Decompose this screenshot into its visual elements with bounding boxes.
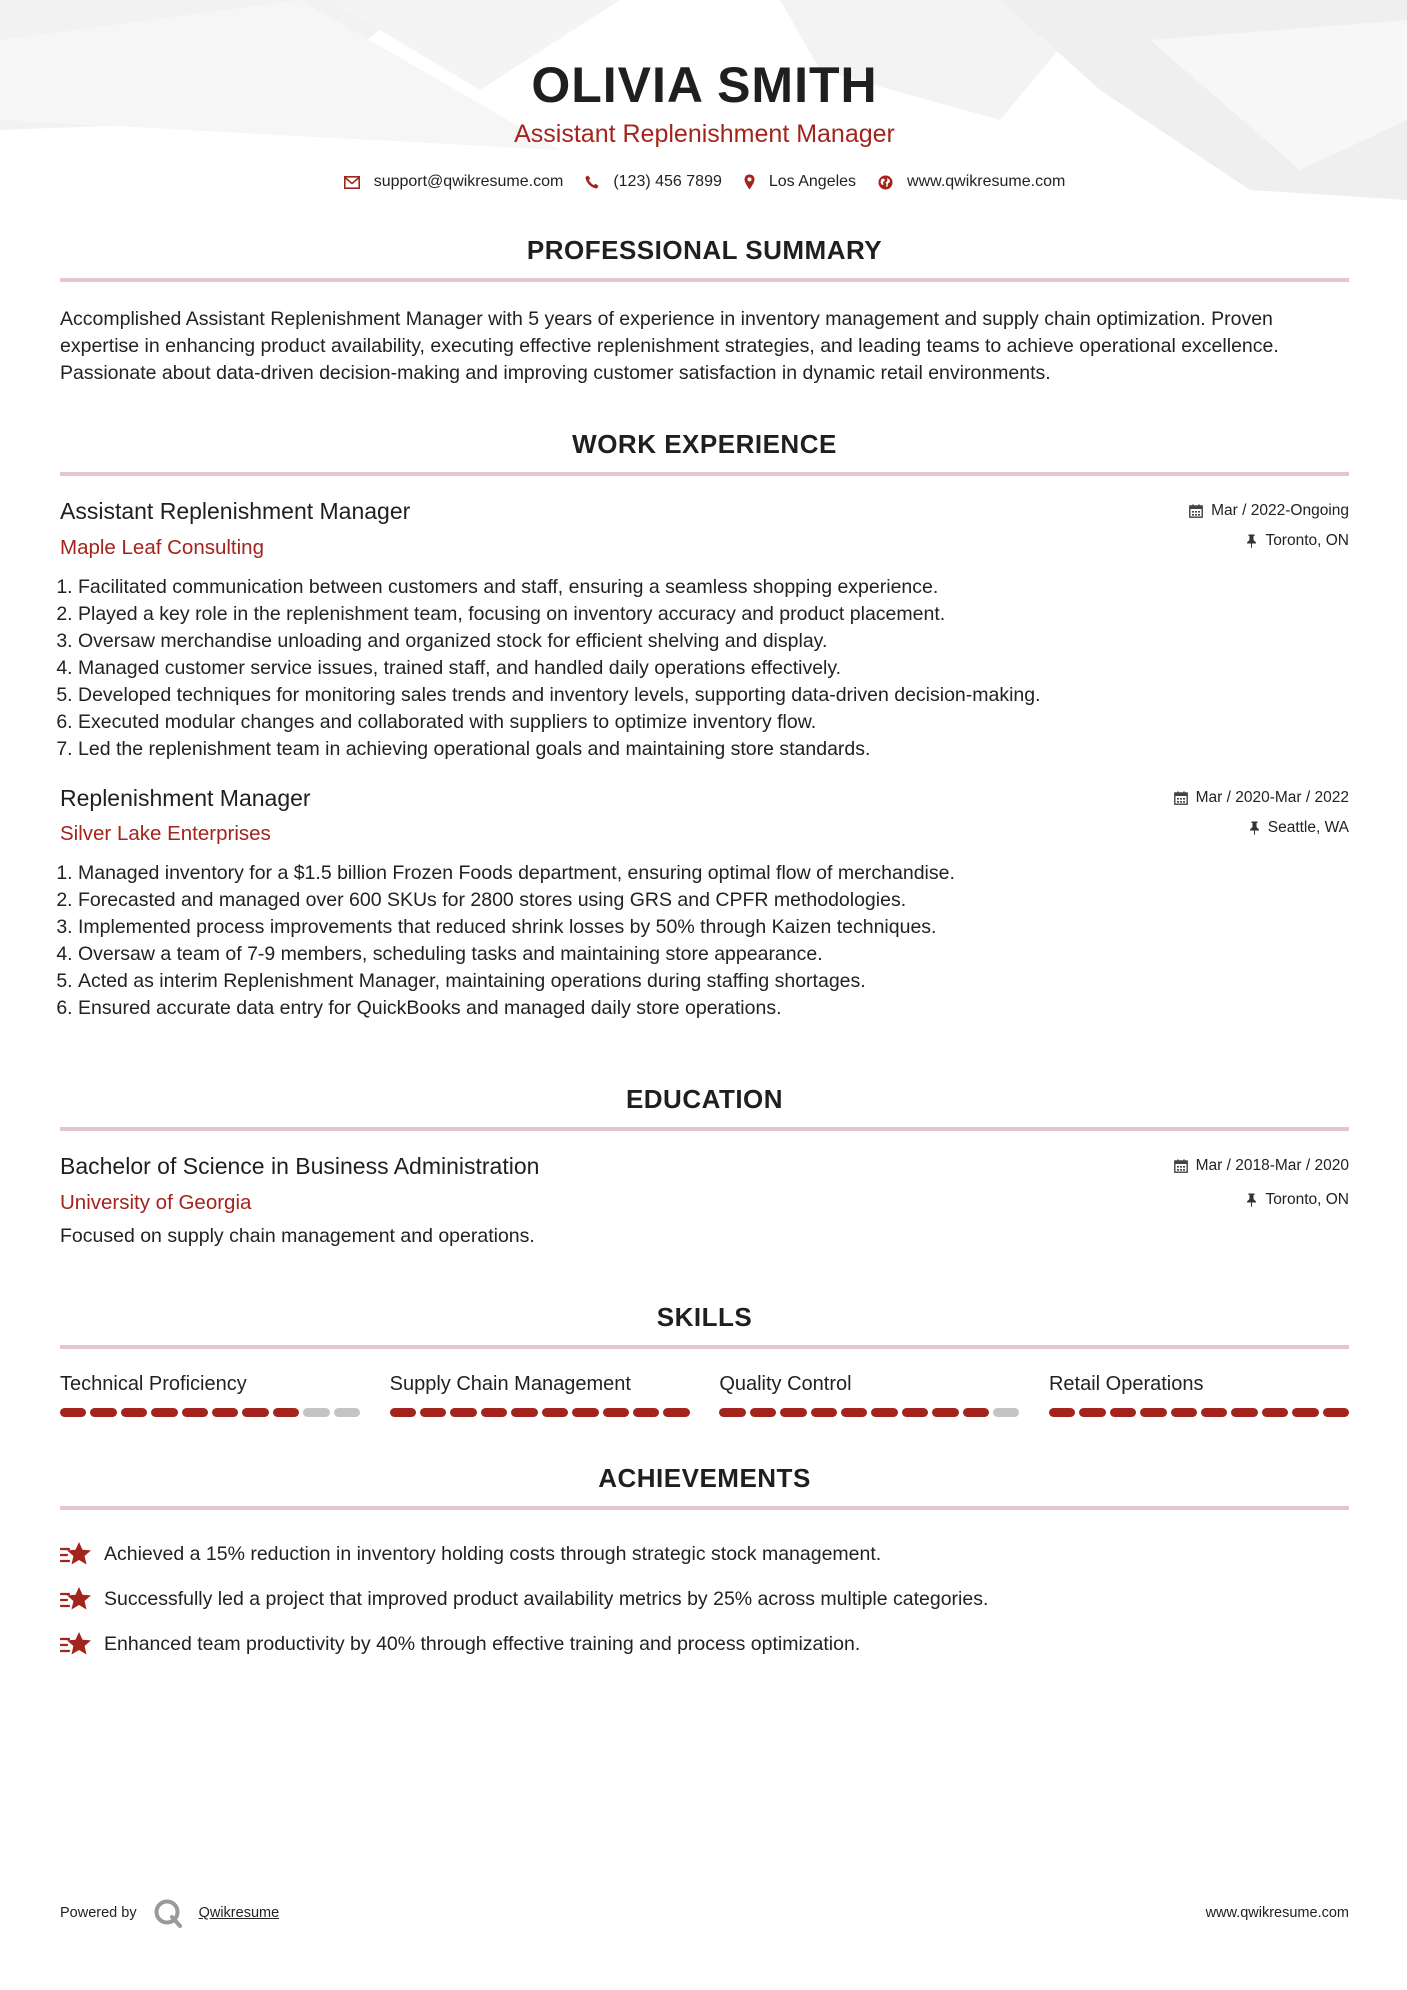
job-company: Maple Leaf Consulting [60, 535, 264, 559]
education-description: Focused on supply chain management and operations. [60, 1224, 535, 1247]
pushpin-icon [1246, 534, 1257, 548]
education-meta [1174, 1153, 1349, 1215]
education-date [1174, 1157, 1349, 1175]
achievements-section [60, 1463, 1349, 1667]
pushpin-icon [1246, 1193, 1257, 1207]
contact-bar [60, 173, 1349, 191]
contact-location-text: Los Angeles [768, 173, 857, 190]
skill-segment-filled [242, 1408, 268, 1417]
job-entry [60, 785, 1349, 1023]
footer-branding [60, 1898, 279, 1928]
list-item: 4. Managed customer service issues, trained staff, and handled daily operations effectively. [78, 655, 1349, 682]
job-title-block [60, 785, 311, 847]
contact-location [744, 173, 856, 191]
job-location-text: Seattle, WA [1267, 818, 1349, 836]
skill-segment-empty [993, 1408, 1019, 1417]
education-header [60, 1153, 1349, 1215]
skill-segment-filled [750, 1408, 776, 1417]
contact-email[interactable] [344, 173, 564, 191]
skill-segment-filled [1140, 1408, 1166, 1417]
achievement-item [60, 1577, 1349, 1622]
skill-item [390, 1373, 690, 1417]
skill-item [1049, 1373, 1349, 1417]
achievement-text: Enhanced team productivity by 40% through effective training and process optimization. [104, 1632, 861, 1655]
skill-name: Supply Chain Management [389, 1372, 631, 1395]
skill-level-bar [60, 1408, 360, 1417]
globe-icon [878, 175, 893, 190]
education-section [60, 1084, 1349, 1248]
star-icon [60, 1631, 92, 1657]
list-item: 6. Executed modular changes and collaborated with suppliers to optimize inventory flow. [78, 709, 1349, 736]
job-date-text: Mar / 2022-Ongoing [1211, 502, 1349, 519]
calendar-icon [1174, 791, 1188, 805]
list-item: 3. Oversaw merchandise unloading and organized stock for efficient shelving and display. [78, 628, 1349, 655]
resume-content [60, 0, 1349, 1667]
job-meta [1189, 498, 1349, 560]
list-item: 5. Acted as interim Replenishment Manager, maintaining operations during staffing shortages. [78, 968, 1349, 995]
contact-website[interactable] [878, 173, 1065, 191]
skill-segment-filled [1323, 1408, 1349, 1417]
page-footer [60, 1898, 1349, 1928]
education-heading: EDUCATION [60, 1084, 1349, 1131]
skill-segment-filled [151, 1408, 177, 1417]
skills-heading: SKILLS [60, 1302, 1349, 1349]
skill-segment-filled [572, 1408, 598, 1417]
contact-phone-text: (123) 456 7899 [613, 173, 722, 190]
skill-segment-filled [841, 1408, 867, 1417]
contact-email-text: support@qwikresume.com [373, 173, 564, 190]
job-header [60, 785, 1349, 847]
skill-name: Technical Proficiency [60, 1372, 247, 1395]
list-item: 1. Facilitated communication between customers and staff, ensuring a seamless shopping experience. [78, 574, 1349, 601]
achievement-item [60, 1532, 1349, 1577]
job-header [60, 498, 1349, 560]
skill-segment-filled [871, 1408, 897, 1417]
list-item: 2. Played a key role in the replenishment team, focusing on inventory accuracy and product placement. [78, 601, 1349, 628]
skill-name: Retail Operations [1048, 1372, 1204, 1395]
qwikresume-logo-icon [153, 1898, 183, 1928]
skill-level-bar [390, 1408, 690, 1417]
education-entry [60, 1153, 1349, 1248]
job-location-text: Toronto, ON [1265, 532, 1349, 549]
skill-segment-filled [1262, 1408, 1288, 1417]
job-company: Silver Lake Enterprises [60, 822, 271, 846]
skill-level-bar [719, 1408, 1019, 1417]
skill-segment-filled [1079, 1408, 1105, 1417]
job-date-text: Mar / 2020-Mar / 2022 [1195, 788, 1349, 806]
skill-segment-filled [121, 1408, 147, 1417]
list-item: 7. Led the replenishment team in achieving operational goals and maintaining store standards. [78, 736, 1349, 763]
job-date [1174, 789, 1349, 807]
skill-segment-filled [1201, 1408, 1227, 1417]
pushpin-icon [1249, 821, 1260, 835]
experience-section [60, 429, 1349, 1022]
job-title: Replenishment Manager [60, 784, 311, 811]
contact-website-text: www.qwikresume.com [907, 173, 1066, 190]
education-location-text: Toronto, ON [1265, 1191, 1349, 1209]
skill-segment-filled [212, 1408, 238, 1417]
job-location [1174, 819, 1349, 837]
skills-row [60, 1373, 1349, 1417]
skill-segment-filled [90, 1408, 116, 1417]
skill-segment-filled [1110, 1408, 1136, 1417]
calendar-icon [1189, 504, 1203, 518]
list-item: 1. Managed inventory for a $1.5 billion Frozen Foods department, ensuring optimal flow of merchandise. [78, 860, 1349, 887]
education-title-block [60, 1153, 539, 1215]
list-item: 6. Ensured accurate data entry for QuickBooks and managed daily store operations. [78, 995, 1349, 1022]
qwikresume-link[interactable]: Qwikresume [198, 1905, 280, 1921]
achievements-heading: ACHIEVEMENTS [60, 1463, 1349, 1510]
skill-segment-filled [450, 1408, 476, 1417]
list-item: 3. Implemented process improvements that reduced shrink losses by 50% through Kaizen techniques. [78, 914, 1349, 941]
degree-title: Bachelor of Science in Business Administration [60, 1153, 540, 1180]
skills-section [60, 1302, 1349, 1417]
summary-heading: PROFESSIONAL SUMMARY [60, 235, 1349, 282]
skill-name: Quality Control [719, 1372, 852, 1395]
star-icon [60, 1541, 92, 1567]
skill-segment-filled [1292, 1408, 1318, 1417]
skill-segment-filled [542, 1408, 568, 1417]
summary-section [60, 235, 1349, 387]
skill-segment-filled [1049, 1408, 1075, 1417]
powered-by-label: Powered by [60, 1905, 137, 1921]
skill-segment-filled [663, 1408, 689, 1417]
candidate-name: OLIVIA SMITH [531, 57, 878, 113]
skill-segment-filled [182, 1408, 208, 1417]
skill-segment-filled [1171, 1408, 1197, 1417]
skill-segment-filled [60, 1408, 86, 1417]
achievement-text: Achieved a 15% reduction in inventory holding costs through strategic stock management. [104, 1542, 882, 1565]
skill-segment-filled [481, 1408, 507, 1417]
resume-header [60, 0, 1349, 191]
job-title-block [60, 498, 410, 560]
skill-segment-filled [420, 1408, 446, 1417]
list-item: 2. Forecasted and managed over 600 SKUs for 2800 stores using GRS and CPFR methodologies. [78, 887, 1349, 914]
job-date [1189, 502, 1349, 520]
skill-segment-filled [633, 1408, 659, 1417]
footer-website[interactable]: www.qwikresume.com [1205, 1905, 1349, 1921]
achievement-text: Successfully led a project that improved product availability metrics by 25% across multiple categories. [104, 1587, 989, 1610]
job-responsibilities [60, 860, 1349, 1022]
job-location [1189, 532, 1349, 550]
summary-text: Accomplished Assistant Replenishment Manager with 5 years of experience in inventory management and supply chain optimization. Proven expertise in enhancing product availability, executing effective replenishment strategies, and leading teams to achieve operational excellence. Passionate about data-driven decision-making and improving customer satisfaction in dynamic retail environments. [60, 308, 1279, 384]
skill-segment-filled [390, 1408, 416, 1417]
skill-item [60, 1373, 360, 1417]
skill-segment-filled [719, 1408, 745, 1417]
skill-segment-filled [932, 1408, 958, 1417]
job-meta [1174, 785, 1349, 847]
phone-icon [585, 175, 599, 189]
skill-segment-filled [511, 1408, 537, 1417]
skill-segment-empty [303, 1408, 329, 1417]
experience-heading: WORK EXPERIENCE [60, 429, 1349, 476]
calendar-icon [1174, 1159, 1188, 1173]
list-item: 5. Developed techniques for monitoring sales trends and inventory levels, supporting data-driven decision-making. [78, 682, 1349, 709]
contact-phone[interactable] [585, 173, 722, 191]
skill-segment-filled [273, 1408, 299, 1417]
skill-segment-filled [1231, 1408, 1257, 1417]
education-date-text: Mar / 2018-Mar / 2020 [1195, 1157, 1349, 1175]
job-responsibilities [60, 574, 1349, 763]
skill-item [719, 1373, 1019, 1417]
skill-segment-filled [963, 1408, 989, 1417]
envelope-icon [344, 176, 360, 189]
achievement-item [60, 1622, 1349, 1667]
list-item: 4. Oversaw a team of 7-9 members, scheduling tasks and maintaining store appearance. [78, 941, 1349, 968]
skill-segment-filled [811, 1408, 837, 1417]
map-marker-icon [744, 174, 755, 190]
skill-level-bar [1049, 1408, 1349, 1417]
skill-segment-filled [780, 1408, 806, 1417]
job-entry [60, 498, 1349, 763]
star-icon [60, 1586, 92, 1612]
skill-segment-filled [603, 1408, 629, 1417]
skill-segment-empty [334, 1408, 360, 1417]
education-location [1174, 1191, 1349, 1209]
candidate-title: Assistant Replenishment Manager [514, 120, 895, 148]
school-name: University of Georgia [60, 1190, 252, 1214]
achievements-list [60, 1532, 1349, 1667]
job-title: Assistant Replenishment Manager [60, 498, 411, 524]
skill-segment-filled [902, 1408, 928, 1417]
